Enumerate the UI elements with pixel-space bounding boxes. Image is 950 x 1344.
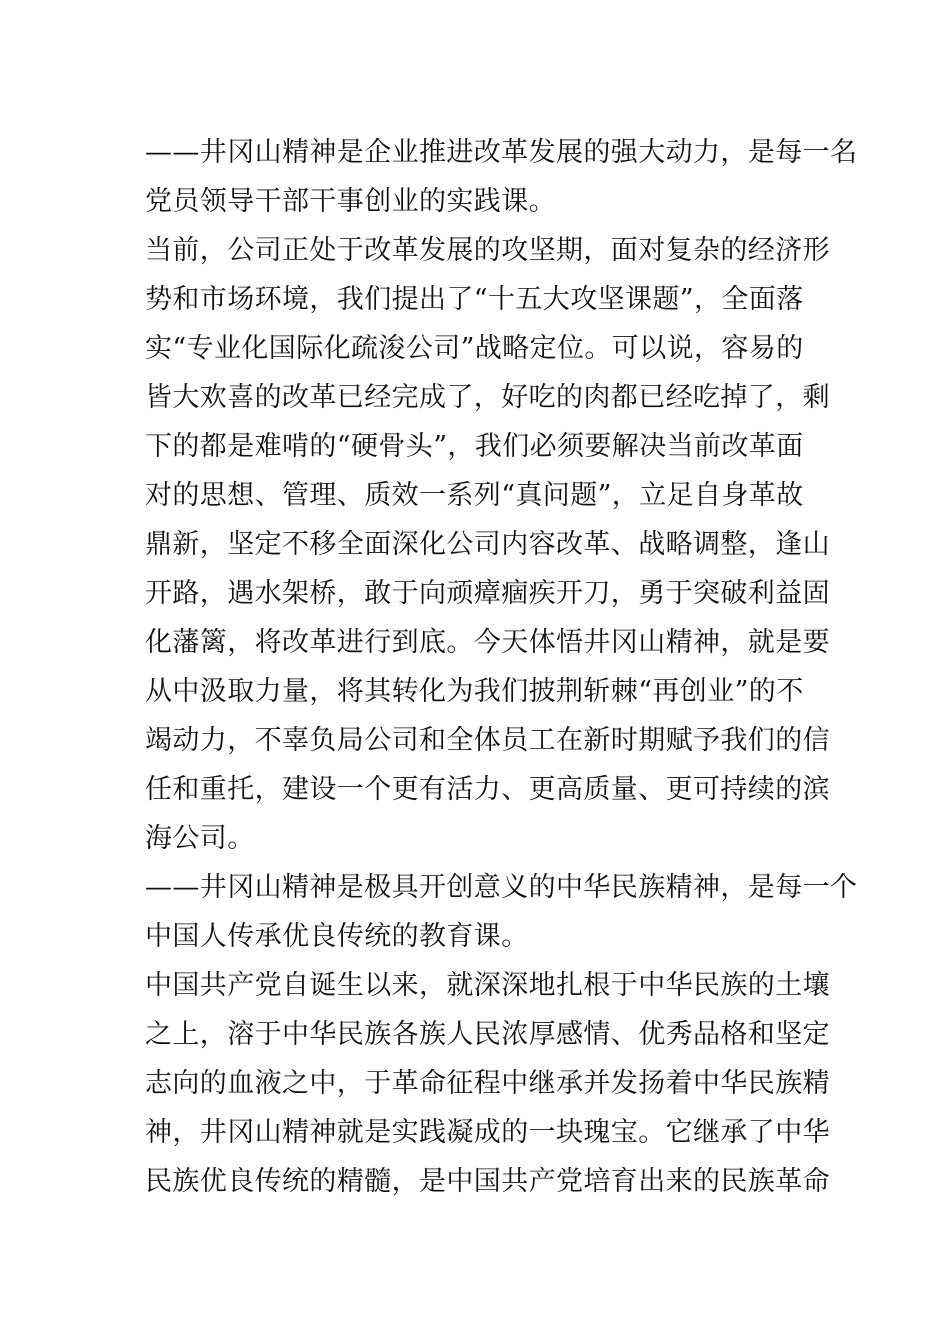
text-line: 之上，溶于中华民族各族人民浓厚感情、优秀品格和坚定: [145, 1019, 830, 1050]
text-line: 开路，遇水架桥，敢于向顽瘴痼疾开刀，勇于突破利益固: [145, 578, 830, 609]
text-line: 任和重托，建设一个更有活力、更高质量、更可持续的滨: [145, 774, 830, 805]
text-line: 神，井冈山精神就是实践凝成的一块瑰宝。它继承了中华: [145, 1117, 830, 1148]
text-line: ——井冈山精神是企业推进改革发展的强大动力，是每一名: [145, 137, 858, 168]
text-line: ——井冈山精神是极具开创意义的中华民族精神，是每一个: [145, 872, 858, 903]
text-line: 中国共产党自诞生以来，就深深地扎根于中华民族的土壤: [145, 970, 830, 1001]
text-line: 势和市场环境，我们提出了“十五大攻坚课题”，全面落: [145, 284, 804, 315]
text-line: 海公司。: [145, 823, 255, 854]
text-line: 志向的血液之中，于革命征程中继承并发扬着中华民族精: [145, 1068, 830, 1099]
text-line: 中国人传承优良传统的教育课。: [145, 921, 529, 952]
text-line: 下的都是难啃的“硬骨头”，我们必须要解决当前改革面: [145, 431, 804, 462]
text-line: 当前，公司正处于改革发展的攻坚期，面对复杂的经济形: [145, 235, 830, 266]
text-line: 皆大欢喜的改革已经完成了，好吃的肉都已经吃掉了，剩: [145, 382, 830, 413]
text-line: 民族优良传统的精髓，是中国共产党培育出来的民族革命: [145, 1166, 830, 1197]
text-line: 对的思想、管理、质效一系列“真问题”，立足自身革故: [145, 480, 804, 511]
text-line: 鼎新，坚定不移全面深化公司内容改革、战略调整，逢山: [145, 529, 830, 560]
text-line: 从中汲取力量，将其转化为我们披荆斩棘“再创业”的不: [145, 676, 804, 707]
text-line: 党员领导干部干事创业的实践课。: [145, 186, 556, 217]
text-line: 竭动力，不辜负局公司和全体员工在新时期赋予我们的信: [145, 725, 830, 756]
text-line: 化藩篱，将改革进行到底。今天体悟井冈山精神，就是要: [145, 627, 830, 658]
text-line: 实“专业化国际化疏浚公司”战略定位。可以说，容易的: [145, 333, 804, 364]
